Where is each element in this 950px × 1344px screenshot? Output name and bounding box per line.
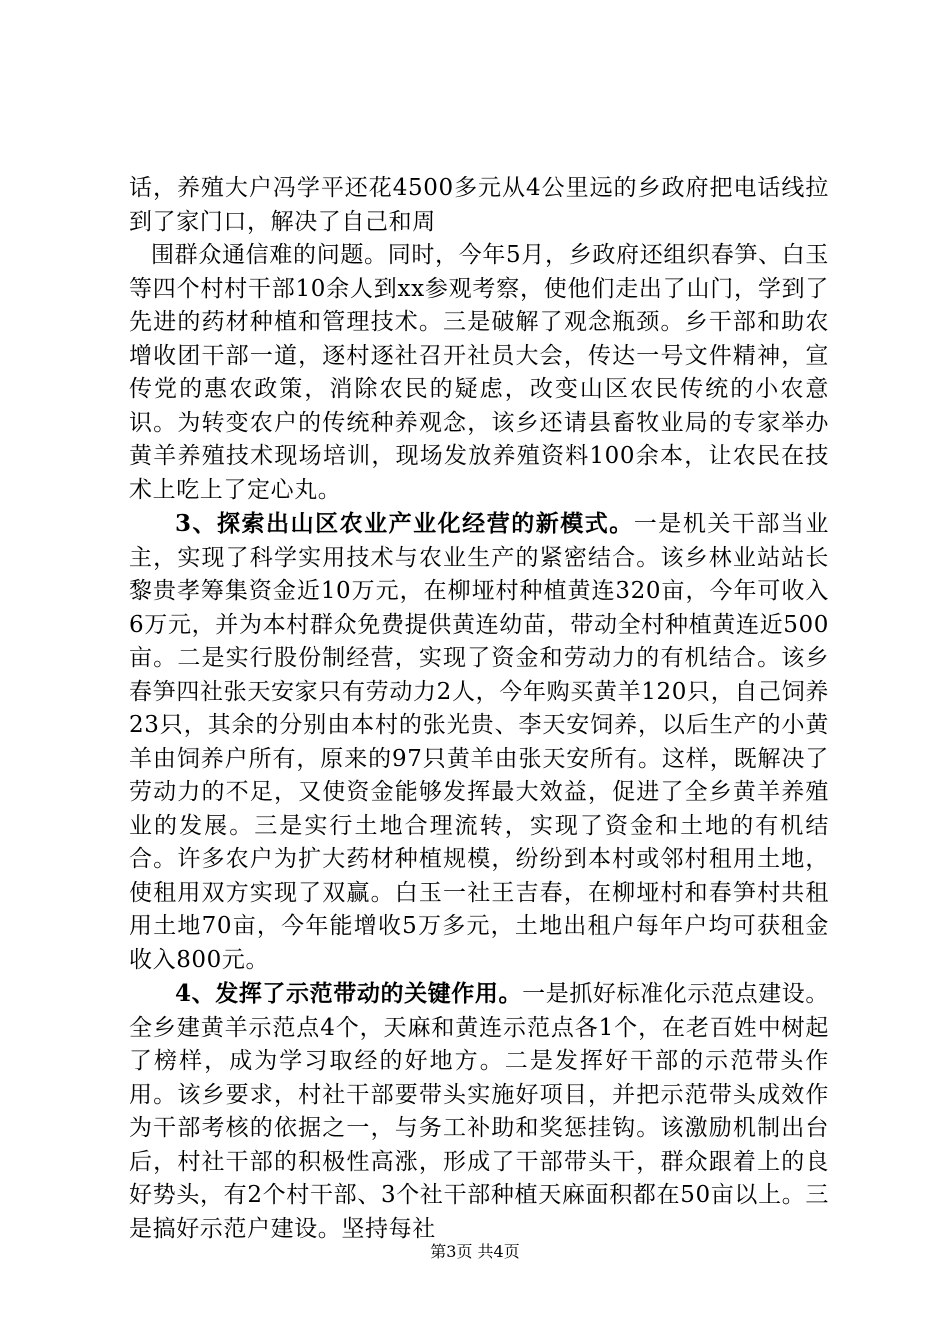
document-body xyxy=(129,172,829,1246)
paragraph-communication xyxy=(129,239,829,507)
paragraph-text: 围群众通信难的问题。同时，今年5月，乡政府还组织春笋、白玉等四个村村干部10余人到xx参观考察，使他们走出了山门，学到了先进的药材种植和管理技术。三是破解了观念瓶颈。乡干部和助农增收团干部一道，逐村逐社召开社员大会，传达一号文件精神，宣传党的惠农政策，消除农民的疑虑，改变山区农民传统的小农意识。为转变农户的传统种养观念，该乡还请县畜牧业局的专家举办黄羊养殖技术现场培训，现场发放养殖资料100余本，让农民在技术上吃上了定心丸。 xyxy=(129,242,829,503)
section-heading: 4、发挥了示范带动的关键作用。 xyxy=(175,980,523,1007)
paragraph-text: 话，养殖大户冯学平还花4500多元从4公里远的乡政府把电话线拉到了家门口，解决了自己和周 xyxy=(129,175,829,235)
page-footer xyxy=(0,1242,950,1262)
paragraph-section-4 xyxy=(129,977,829,1246)
page-number-label: 第3页 共4页 xyxy=(430,1242,520,1261)
section-heading: 3、探索出山区农业产业化经营的新模式。 xyxy=(175,510,634,537)
paragraph-text: 一是机关干部当业主，实现了科学实用技术与农业生产的紧密结合。该乡林业站站长黎贵孝筹集资金近10万元，在柳垭村种植黄连320亩，今年可收入6万元，并为本村群众免费提供黄连幼苗，带动全村种植黄连近500亩。二是实行股份制经营，实现了资金和劳动力的有机结合。该乡春笋四社张天安家只有劳动力2人，今年购买黄羊120只，自己饲养23只，其余的分别由本村的张光贵、李天安饲养，以后生产的小黄羊由饲养户所有，原来的97只黄羊由张天安所有。这样，既解决了劳动力的不足，又使资金能够发挥最大效益，促进了全乡黄羊养殖业的发展。三是实行土地合理流转，实现了资金和土地的有机结合。许多农户为扩大药材种植规模，纷纷到本村或邻村租用土地，使租用双方实现了双赢。白玉一社王吉春，在柳垭村和春笋村共租用土地70亩，今年能增收5万多元，土地出租户每年户均可获租金收入800元。 xyxy=(129,511,829,973)
paragraph-continued xyxy=(129,172,829,239)
paragraph-text: 一是抓好标准化示范点建设。全乡建黄羊示范点4个，天麻和黄连示范点各1个，在老百姓中树起了榜样，成为学习取经的好地方。二是发挥好干部的示范带头作用。该乡要求，村社干部要带头实施好项目，并把示范带头成效作为干部考核的依据之一，与务工补助和奖惩挂钩。该激励机制出台后，村社干部的积极性高涨，形成了干部带头干，群众跟着上的良好势头，有2个村干部、3个社干部种植天麻面积都在50亩以上。三是搞好示范户建设。坚持每社 xyxy=(129,981,829,1242)
paragraph-section-3 xyxy=(129,507,829,977)
